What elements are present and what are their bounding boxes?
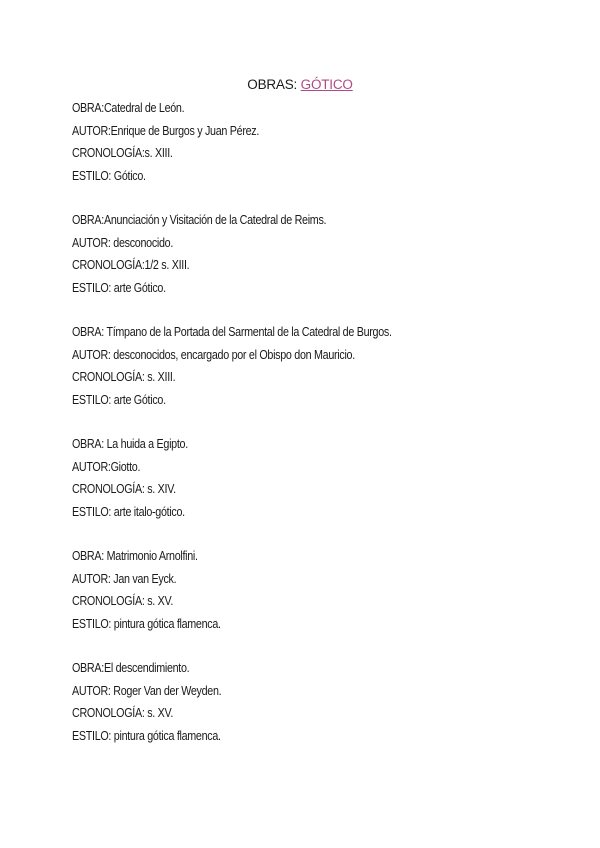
work-chronology: CRONOLOGÍA: s. XIV. — [72, 482, 176, 496]
work-title: OBRA: Tímpano de la Portada del Sarmental de la Catedral de Burgos. — [72, 325, 392, 339]
work-chronology: CRONOLOGÍA:1/2 s. XIII. — [72, 258, 190, 272]
gotico-link[interactable]: GÓTICO — [300, 77, 353, 92]
work-title: OBRA:Anunciación y Visitación de la Catedral de Reims. — [72, 213, 327, 227]
work-style: ESTILO: arte italo-gótico. — [72, 504, 185, 519]
work-chronology: CRONOLOGÍA:s. XIII. — [72, 146, 173, 160]
works-list — [72, 97, 532, 769]
page-title — [0, 76, 600, 94]
work-chronology: CRONOLOGÍA: s. XIII. — [72, 370, 176, 384]
work-entry — [72, 657, 532, 747]
work-author: AUTOR: Jan van Eyck. — [72, 571, 177, 586]
work-entry — [72, 97, 532, 187]
work-entry — [72, 321, 532, 411]
work-style: ESTILO: Gótico. — [72, 168, 146, 183]
work-style: ESTILO: arte Gótico. — [72, 280, 166, 295]
work-entry — [72, 545, 532, 635]
work-title: OBRA: Matrimonio Arnolfini. — [72, 549, 198, 563]
work-style: ESTILO: pintura gótica flamenca. — [72, 616, 221, 631]
work-chronology: CRONOLOGÍA: s. XV. — [72, 594, 174, 608]
work-author: AUTOR: desconocidos, encargado por el Obispo don Mauricio. — [72, 347, 355, 362]
work-title: OBRA: La huida a Egipto. — [72, 437, 188, 451]
work-entry — [72, 209, 532, 299]
work-author: AUTOR:Giotto. — [72, 459, 141, 474]
work-author: AUTOR: Roger Van der Weyden. — [72, 683, 222, 698]
title-prefix: OBRAS: — [247, 77, 301, 92]
work-title: OBRA:El descendimiento. — [72, 661, 190, 675]
work-entry — [72, 433, 532, 523]
work-chronology: CRONOLOGÍA: s. XV. — [72, 706, 174, 720]
work-author: AUTOR: desconocido. — [72, 235, 174, 250]
work-title: OBRA:Catedral de León. — [72, 101, 185, 115]
work-style: ESTILO: arte Gótico. — [72, 392, 166, 407]
work-style: ESTILO: pintura gótica flamenca. — [72, 728, 221, 743]
work-author: AUTOR:Enrique de Burgos y Juan Pérez. — [72, 123, 260, 138]
